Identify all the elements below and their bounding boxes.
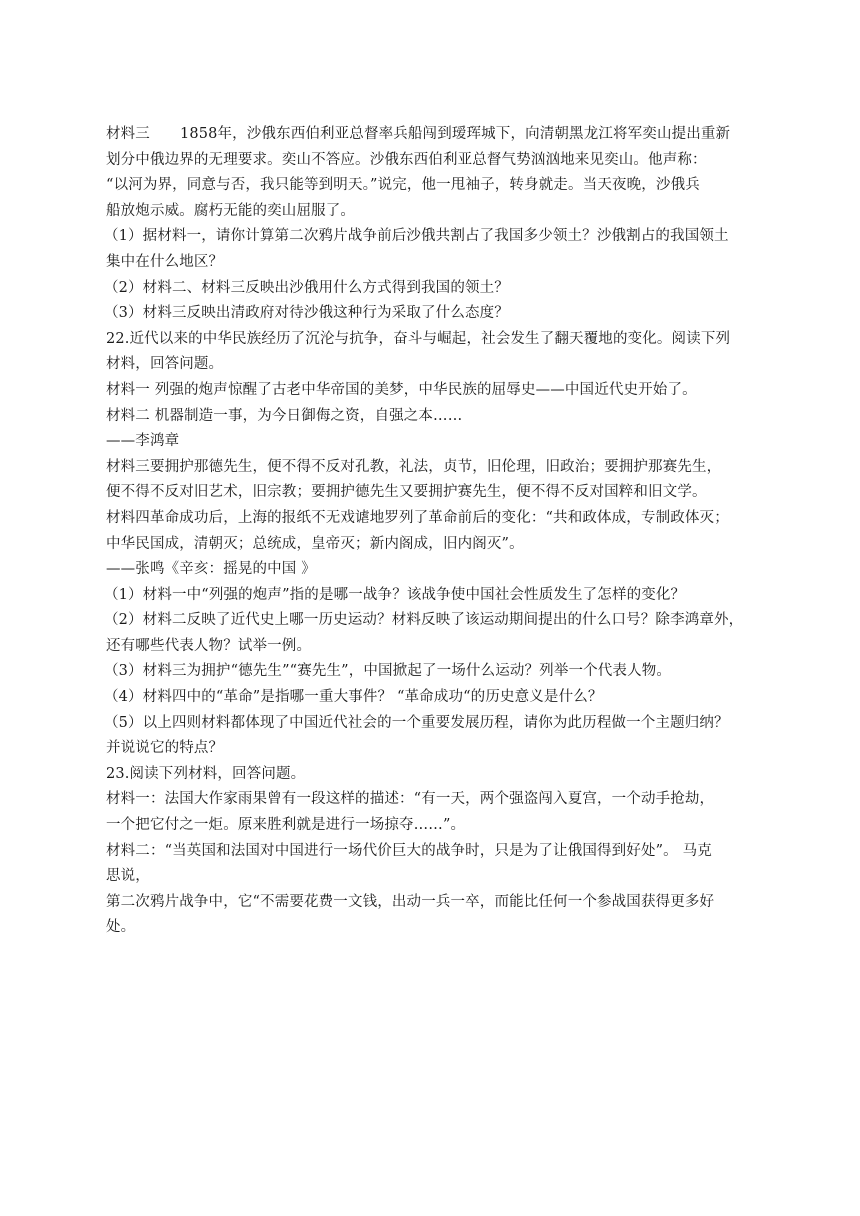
text-line: 船放炮示威。腐朽无能的奕山屈服了。 — [106, 202, 356, 219]
question-22-4: （4）材料四中的“革命”是指哪一重大事件？ “革命成功“的历史意义是什么？ — [104, 689, 603, 706]
text-line: 中华民国成，清朝灭；总统成，皇帝灭；新内阁成，旧内阁灭”。 — [106, 535, 524, 552]
text-line: 并说说它的特点？ — [106, 740, 224, 757]
text-line: 思说， — [106, 868, 150, 885]
text-line: 材料，回答问题。 — [106, 356, 224, 373]
material-2: 材料二 机器制造一事，为今日御侮之资，自强之本…… — [106, 407, 463, 424]
question-22-5: （5）以上四则材料都体现了中国近代社会的一个重要发展历程，请你为此历程做一个主题归纳？ — [104, 714, 729, 731]
question-22-2: （2）材料二反映了近代史上哪一历史运动？材料反映了该运动期间提出的什么口号？除李鸿章外， — [104, 612, 744, 629]
question-22-3: （3）材料三为拥护“德先生”“赛先生”，中国掀起了一场什么运动？列举一个代表人物。 — [104, 663, 672, 680]
text-line: 一个把它付之一炬。原来胜利就是进行一场掠夺……”。 — [106, 817, 466, 834]
text-line: 第二次鸦片战争中，它“不需要花费一文钱，出动一兵一卒，而能比任何一个参战国获得更多好 — [106, 893, 715, 910]
text-line: “以河为界，同意与否，我只能等到明天。”说完，他一甩袖子，转身就走。当天夜晚，沙俄兵 — [106, 177, 700, 194]
text-line: 1858年，沙俄东西伯利亚总督率兵船闯到瑷珲城下，向清朝黑龙江将军奕山提出重新 — [179, 126, 731, 142]
material-4: 材料四革命成功后，上海的报纸不无戏谑地罗列了革命前后的变化：“共和政体成，专制政体灭； — [106, 509, 729, 526]
question-22-heading: 22.近代以来的中华民族经历了沉沦与抗争，奋斗与崛起，社会发生了翻天覆地的变化。阅读下列 — [106, 330, 731, 347]
material-2: 材料二：“当英国和法国对中国进行一场代价巨大的战争时，只是为了让俄国得到好处”。 马克 — [106, 842, 712, 859]
material-3: 材料三要拥护那德先生，便不得不反对孔教，礼法，贞节，旧伦理，旧政治；要拥护那赛先生， — [106, 458, 722, 475]
attribution: ——张鸣《辛亥：摇晃的中国 》 — [106, 561, 316, 578]
question-22-1: （1）材料一中“列强的炮声”指的是哪一战争？该战争使中国社会性质发生了怎样的变化？ — [104, 586, 686, 603]
text-line: 处。 — [106, 919, 136, 936]
question-21-1: （1）据材料一，请你计算第二次鸦片战争前后沙俄共割占了我国多少领土？沙俄割占的我国领土 — [104, 228, 729, 245]
text-line: 集中在什么地区？ — [106, 253, 224, 270]
question-23-heading: 23.阅读下列材料，回答问题。 — [106, 765, 306, 782]
question-21-2: （2）材料二、材料三反映出沙俄用什么方式得到我国的领土？ — [104, 279, 509, 296]
material-1: 材料一：法国大作家雨果曾有一段这样的描述：“有一天，两个强盗闯入夏宫，一个动手抢劫， — [106, 791, 715, 808]
question-21-3: （3）材料三反映出清政府对待沙俄这种行为采取了什么态度？ — [104, 305, 509, 322]
material-3-line-1 — [106, 122, 766, 148]
material-1: 材料一 列强的炮声惊醒了古老中华帝国的美梦，中华民族的屈辱史——中国近代史开始了。 — [106, 381, 697, 398]
document-body — [106, 122, 766, 941]
material-label: 材料三 — [106, 126, 150, 142]
text-line: 划分中俄边界的无理要求。奕山不答应。沙俄东西伯利亚总督气势汹汹地来见奕山。他声称： — [106, 151, 707, 168]
text-line: 还有哪些代表人物？试举一例。 — [106, 637, 312, 654]
attribution: ——李鸿章 — [106, 433, 180, 450]
text-line: 便不得不反对旧艺术，旧宗教；要拥护德先生又要拥护赛先生，便不得不反对国粹和旧文学。 — [106, 484, 707, 501]
